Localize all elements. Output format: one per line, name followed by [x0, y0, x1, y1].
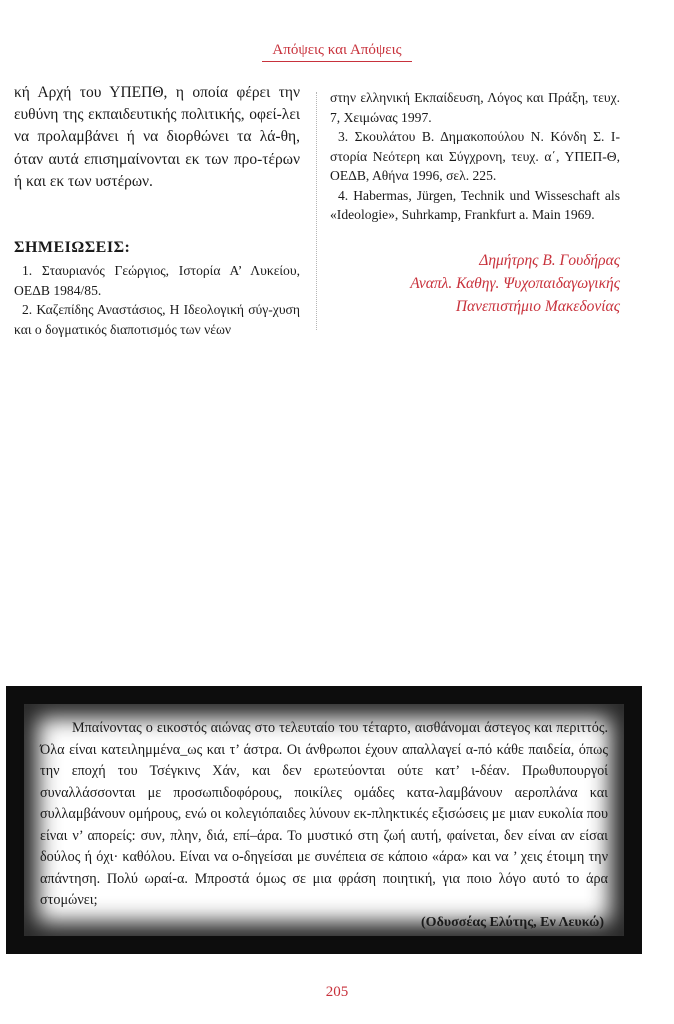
running-head	[0, 42, 674, 62]
column-divider	[316, 92, 317, 330]
notes-heading: ΣΗΜΕΙΩΣΕΙΣ:	[14, 239, 131, 257]
note-2-continued: στην ελληνική Εκπαίδευση, Λόγος και Πράξη, τευχ. 7, Χειμώνας 1997.	[330, 90, 620, 125]
right-column	[330, 88, 620, 318]
note-1: 1. Σταυριανός Γεώργιος, Ιστορία Α’ Λυκείου, ΟΕΔΒ 1984/85.	[14, 263, 300, 298]
note-4: 4. Habermas, Jürgen, Technik und Wisseschaft als «Ideologie», Suhrkamp, Frankfurt a. Main 1969.	[330, 187, 620, 222]
author-signature	[330, 249, 620, 318]
running-head-text: Απόψεις και Απόψεις	[272, 42, 402, 58]
page-number: 205	[325, 984, 349, 1000]
body-paragraph: κή Αρχή του ΥΠΕΠΘ, η οποία φέρει την ευθύνη της εκπαιδευτικής πολιτικής, οφεί-λει να προλαμβάνει ή να διορθώνει τα λά-θη, όταν αυτά επισημαίνονται εκ των προ-τέρων ή και εκ των υστέρων.	[14, 84, 300, 190]
quote-box	[6, 686, 642, 954]
note-2: 2. Καζεπίδης Αναστάσιος, Η Ιδεολογική σύγ-χυση και ο δογματικός διαποτισμός των νέων	[14, 302, 300, 337]
left-column	[14, 82, 300, 339]
author-name: Δημήτρης Β. Γουδήρας	[479, 251, 620, 269]
author-role: Αναπλ. Καθηγ. Ψυχοπαιδαγωγικής	[410, 274, 620, 292]
running-head-rule	[262, 61, 412, 62]
note-3: 3. Σκουλάτου Β. Δημακοπούλου Ν. Κόνδη Σ. Ι-στορία Νεότερη και Σύγχρονη, τευχ. α΄, ΥΠΕΠ-Θ, ΟΕΔΒ, Αθήνα 1996, σελ. 225.	[330, 129, 620, 183]
quote-text: Μπαίνοντας ο εικοστός αιώνας στο τελευταίο του τέταρτο, αισθάνομαι άστεγος και περιττός. Όλα είναι κατειλημμένα_ως και τ’ άστρα. Οι άνθρωποι έχουν απαλλαγεί α-πό κάθε παιδεία, όπως την εποχή του Τσέγκινς Χάν, και δεν ερωτεύονται ούτε κατ’ ι-δέαν. Πρωθυπουργοί συναλλάσσονται με προσωπιδοφόρους, ποικίλες ομάδες κατα-λαμβάνουν αεροπλάνα και συλλαμβάνουν ομήρους, ενώ οι κολεγιόπαιδες λύνουν εκ-πληκτικές εξισώσεις με μιαν ευκολία που είναι ν’ απορείς: συν, πλην, διά, επί–άρα. Το μυστικό στη ζωή αυτή, φαίνεται, δεν είναι αν είσαι δούλος ή όχι· καθόλου. Είναι να ο-δηγείσαι με συνέπεια σε κάποιο «άρα» και να ’ χεις έτοιμη την απάντηση. Πολύ ωραί-α. Μπροστά όμως σε μια φράση ποιητική, για ποιο λόγο αυτό το άρα στομώνει;	[40, 720, 608, 908]
author-affiliation: Πανεπιστήμιο Μακεδονίας	[455, 297, 620, 315]
quote-attribution: (Οδυσσέας Ελύτης, Εν Λευκώ)	[421, 915, 604, 930]
